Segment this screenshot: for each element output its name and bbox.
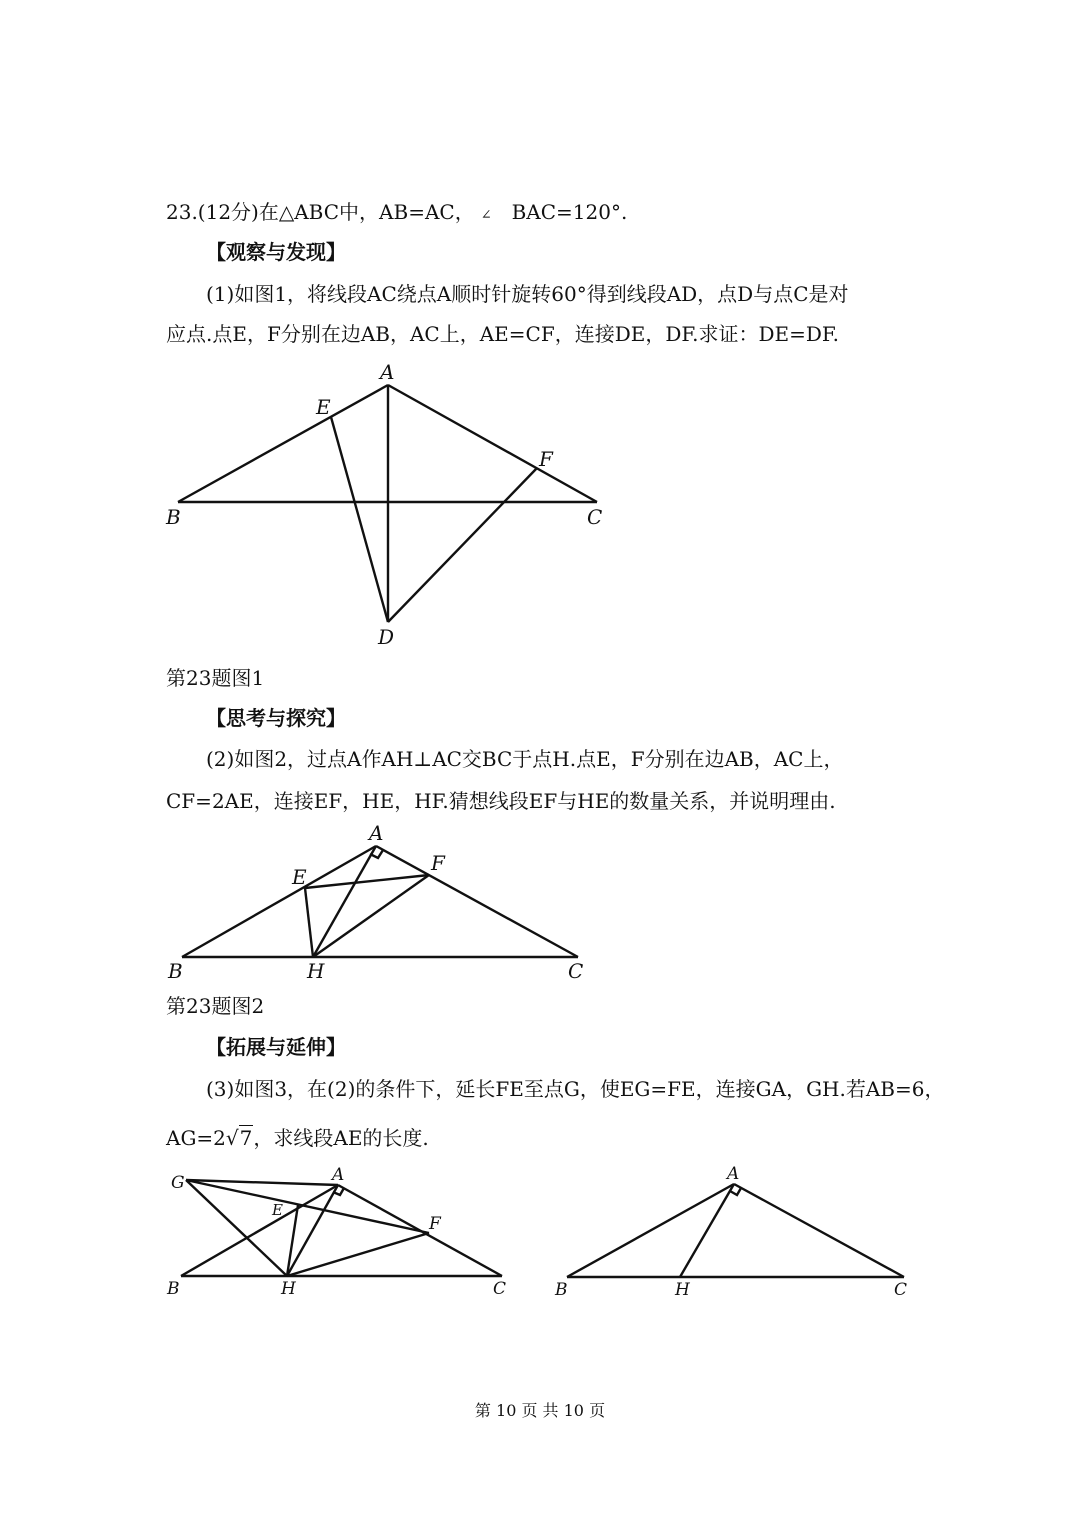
problem-number: 23.(12分)在△ABC中，AB=AC， [166,200,475,224]
fig3b-segment-ab [567,1184,734,1277]
fig3-label-e: E [272,1201,283,1219]
fig3b-segment-ac [734,1184,904,1277]
fig3b-label-a: A [727,1164,740,1184]
fig3b-label-h: H [675,1280,690,1300]
part3-ag-suffix: ，求线段AE的长度. [253,1126,429,1150]
part3-text-line1: (3)如图3，在(2)的条件下，延长FE至点G，使EG=FE，连接GA，GH.若AB=6， [206,1077,945,1101]
problem-header-rest: BAC=120°. [511,200,628,224]
fig1-label-c: C [587,505,603,529]
fig1-label-f: F [539,447,553,471]
figure-2-caption: 第23题图2 [166,994,265,1018]
fig2-label-h: H [307,959,325,983]
fig2-label-a: A [369,821,384,845]
fig1-label-b: B [166,505,181,529]
part1-text-line2: 应点.点E，F分别在边AB，AC上，AE=CF，连接DE，DF.求证：DE=DF. [166,322,840,346]
fig3b-label-b: B [555,1280,568,1300]
fig2-label-c: C [568,959,584,983]
section-extend-title: 【拓展与延伸】 [206,1035,346,1059]
fig2-label-b: B [168,959,183,983]
fig3-label-a: A [332,1165,345,1185]
fig1-label-e: E [316,395,331,419]
page-footer: 第 10 页 共 10 页 [474,1401,606,1420]
radical-sign-icon: √ [225,1126,239,1150]
angle-symbol: ∠ [480,208,492,223]
fig3-label-g: G [171,1173,185,1193]
part1-text-line1: (1)如图1，将线段AC绕点A顺时针旋转60°得到线段AD，点D与点C是对 [206,282,849,306]
part3-ag-prefix: AG=2 [166,1126,226,1150]
fig3-label-c: C [493,1279,507,1299]
fig2-label-f: F [431,851,445,875]
section-observe-title: 【观察与发现】 [206,240,346,264]
fig1-label-d: D [378,625,395,649]
sqrt-radicand: 7 [239,1126,253,1150]
fig3-label-h: H [281,1279,296,1299]
section-explore-title: 【思考与探究】 [206,706,346,730]
fig3-label-f: F [429,1214,441,1234]
fig3-label-b: B [167,1279,180,1299]
figure-1-caption: 第23题图1 [166,666,265,690]
part2-text-line2: CF=2AE，连接EF，HE，HF.猜想线段EF与HE的数量关系，并说明理由. [166,789,836,813]
fig2-label-e: E [292,865,307,889]
part2-text-line1: (2)如图2，过点A作AH⊥AC交BC于点H.点E，F分别在边AB，AC上， [206,747,844,771]
fig3b-label-c: C [894,1280,908,1300]
fig1-label-a: A [380,360,395,384]
